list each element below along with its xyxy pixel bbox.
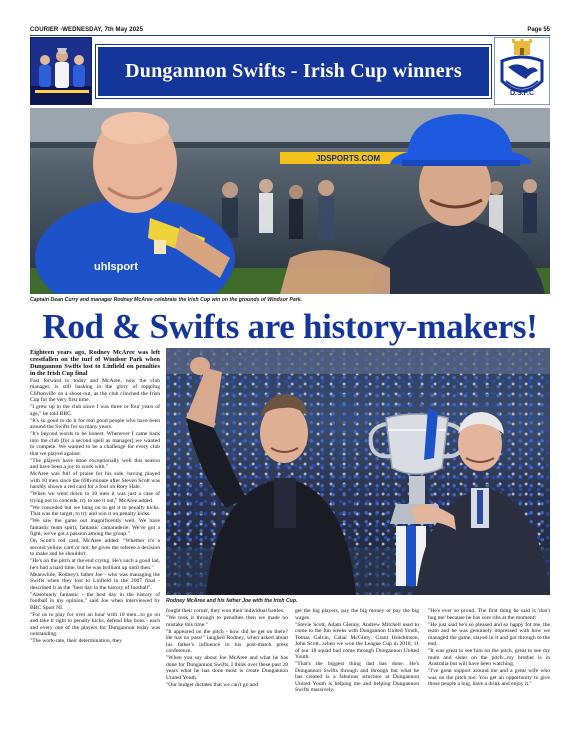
article-paragraph: "He's on the pitch at the end crying. He's such a good lad, he's had a hard time, but he was brilliant up until then."	[30, 558, 160, 571]
celebration-photo	[30, 108, 550, 294]
article-paragraph: "For us to play for over an hour with 10 men...to go on and take it right to penalty kicks, defend like lions - each and every one of the players for Dungannon today was outstanding.	[30, 611, 160, 638]
stadium-ad-board: JDSPORTS.COM	[315, 154, 381, 163]
article-paragraph: "That's the biggest thing dad has done. He's Dungannon Swifts through and through but what he has created is a fabulous structure at Dungannon United Youth is helping me and helping Dungannon Swifts massively.	[295, 661, 419, 693]
article-paragraph: "The players have done exceptionally well this season and have been a joy to work with."	[30, 457, 160, 471]
page-number: Page 55	[527, 27, 550, 33]
article-headline: Rod & Swifts are history-makers!	[42, 307, 538, 346]
club-crest-icon	[494, 37, 550, 105]
article-paragraph: "We saw the game out magnificently well. We have fantastic team spirit, fantastic camaraderie. We've got a fight, we've got a passion among the group."	[30, 518, 160, 538]
photo1-caption: Captain Dean Curry and manager Rodney McAree celebrate the Irish Cup win on the grounds of Windsor Park.	[30, 297, 303, 303]
article-paragraph: Meanwhile, Rodney's father Joe - who was managing the Swifts when they lost to Linfield in the 2007 final - described it as the "best day in the history of football".	[30, 571, 160, 591]
publication-date: COURIER -WEDNESDAY, 7th May 2025	[30, 27, 144, 33]
article-column-2	[166, 608, 288, 737]
article-column-3	[295, 608, 419, 737]
article-paragraph: "Stevie Scott, Adam Glenny, Andrew Mitchell used to come to the fun weeks with Dungannon United Youth, Tomas Galvin, Cahal McGinty, Grant Hutchinson, John Scott...when we won the League Cup in 2018, 11 of our 18 squad had come through Dungannon United Youth.	[295, 621, 419, 660]
article-paragraph: "We took it through to penalties then we made no mistake this time."	[166, 615, 288, 628]
article-paragraph: "Our budget dictates that we can't go and	[166, 681, 258, 688]
cup-photo-graphic	[166, 348, 550, 595]
article-column-4	[428, 608, 550, 737]
article-paragraph: fought their corner, they won their individual battles.	[166, 608, 285, 614]
celebration-photo-graphic	[30, 108, 550, 294]
article-paragraph: "The work-rate, their determination, they	[30, 638, 123, 645]
article-paragraph: "When we went down to 10 men it was just a case of trying not to concede, try to see it out," McAree added.	[30, 491, 160, 504]
article-paragraph: McAree was full of praise for his side, having played with 10 men since the 69th-minute after Steven Scott was harshly shown a red card for a foul on Rory Hale.	[30, 471, 160, 491]
article-paragraph: Fast forward to today and McAree, now the club manager, is still basking in the glory of toppling Cliftonville on a shoot-out, as the club clinched the Irish Cup for the very first time.	[30, 377, 160, 404]
team-thumbnail-photo	[30, 37, 92, 105]
club-crest	[494, 37, 550, 105]
article-paragraph: "We conceded but we hung on to get it to penalty kicks. That was the target, to try and win it on penalty kicks.	[30, 504, 160, 518]
banner-title: Dungannon Swifts - Irish Cup winners	[125, 60, 462, 82]
article-paragraph: "It was great to see him on the pitch, great to see my mum and sister on the pitch...my brother is in Australia but will have been watching.	[428, 648, 550, 667]
article-paragraph: "I grew up in the club since I was three or four years of age," he told BBC.	[30, 404, 160, 417]
photo2-caption: Rodney McAree and his father Joe with the Irish Cup.	[166, 598, 298, 604]
cup-photo	[166, 348, 550, 595]
article-paragraph: get the big players, pay the big money or pay the big wages.	[295, 608, 419, 621]
crest-text: D.S.F.C	[509, 90, 535, 97]
article-paragraph: "Absolutely fantastic - the best day in the history of football in my opinion," said Joe when interviewed by BBC Sport NI.	[30, 591, 160, 611]
article-paragraph: On Scott's red card, McAree added: "Whether it's a second yellow card or not; he gives the referee a decision to make and he shouldn't.	[30, 538, 160, 558]
article-paragraph: "When you say about Joe McAree and what he has done for Dungannon Swifts, I think over these past 28 years what he has done most is create Dungannon United Youth.	[166, 655, 288, 681]
header-rule	[30, 35, 550, 36]
article-paragraph: "I've great support around me and a great wife who was on the pitch too. You get an opportunity to give those people a hug, have a drink and enjoy it."	[428, 668, 550, 687]
team-thumbnail-graphic	[31, 38, 92, 105]
article-paragraph: "He just said he's so pleased and so happy for me, the team and he was genuinely impressed with how we managed the game, stayed in it and got through to the end.	[428, 621, 550, 647]
shirt-sponsor: uhlsport	[94, 261, 138, 273]
article-lead: Eighteen years ago, Rodney McAree was left crestfallen on the turf of Windsor Park when Dungannon Swifts lost to Linfield on penalties in the Irish Cup final	[30, 349, 160, 378]
article-column-1	[30, 349, 160, 737]
article-paragraph: "It's beyond words to be honest. Whenever I came back into the club [for a second spell as manager] we wanted to compete. We wanted to be a challenge for every club that we played against.	[30, 431, 160, 457]
article-paragraph: "He's ever so proud. The first thing he said is 'don't hug me' because he has sore ribs at the moment!	[428, 608, 550, 621]
article-paragraph: "It's so good to do it for real good people who have been around the Swifts for so many years.	[30, 417, 160, 431]
section-banner	[30, 37, 550, 107]
article-paragraph: "It appeared on the pitch - how did he get on there? He has no pass!" laughed Rodney, when asked about his father's influence in his post-match press conference.	[166, 628, 288, 654]
